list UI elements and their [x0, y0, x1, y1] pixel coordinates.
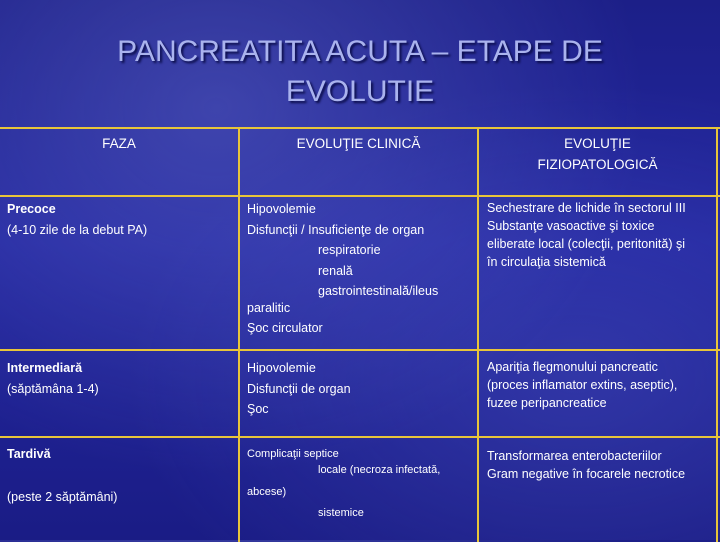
- clinica-line: Hipovolemie: [247, 361, 316, 375]
- fiziopat-precoce: [487, 199, 686, 271]
- fiziopat-line: eliberate local (colecţii, peritonită) şi: [487, 237, 686, 251]
- header-line-2: FIZIOPATOLOGICĂ: [537, 157, 658, 172]
- title-line-2: EVOLUTIE: [285, 75, 435, 108]
- fiziopat-line: Apariţia flegmonului pancreatic: [487, 360, 658, 374]
- fiziopat-tardiva: [487, 447, 685, 483]
- row-divider: [0, 436, 720, 438]
- faza-name: Intermediară: [7, 361, 83, 375]
- clinica-line: abcese): [247, 486, 287, 498]
- faza-intermediara: [7, 358, 99, 399]
- column-divider: [477, 129, 479, 542]
- clinica-precoce: [247, 199, 438, 339]
- clinica-line: gastrointestinală/ileus: [318, 284, 439, 298]
- clinica-line: Complicaţii septice: [247, 448, 339, 460]
- fiziopat-line: fuzee peripancreatice: [487, 396, 607, 410]
- clinica-line: Şoc circulator: [247, 321, 323, 335]
- header-faza: FAZA: [102, 136, 136, 151]
- column-divider: [716, 129, 718, 542]
- column-divider: [238, 129, 240, 542]
- header-line-1: EVOLUŢIE: [564, 136, 631, 151]
- fiziopat-line: în circulaţia sistemică: [487, 255, 606, 269]
- clinica-line: locale (necroza infectată,: [318, 464, 441, 476]
- faza-period: (4-10 zile de la debut PA): [7, 222, 148, 237]
- faza-period: (săptămâna 1-4): [7, 381, 99, 396]
- faza-period: (peste 2 săptămâni): [7, 489, 118, 504]
- clinica-line: Disfuncţii de organ: [247, 381, 351, 396]
- title-line-1: PANCREATITA ACUTA – ETAPE DE: [117, 35, 603, 68]
- faza-name: Precoce: [7, 202, 56, 216]
- fiziopat-intermediara: [487, 358, 677, 412]
- fiziopat-line: Transformarea enterobacteriilor: [487, 449, 662, 463]
- clinica-line: Disfuncţii / Insuficienţe de organ: [247, 222, 425, 237]
- clinica-intermediara: [247, 358, 351, 420]
- header-evolutie-clinica: EVOLUŢIE CLINICĂ: [296, 136, 421, 151]
- clinica-tardiva: [247, 443, 440, 524]
- evolution-table: [0, 127, 720, 542]
- faza-tardiva: [7, 444, 117, 507]
- fiziopat-line: (proces inflamator extins, aseptic),: [487, 378, 678, 392]
- clinica-line: respiratorie: [318, 243, 381, 257]
- clinica-line: sistemice: [318, 507, 364, 519]
- clinica-line: paralitic: [247, 300, 291, 315]
- clinica-line: renală: [318, 263, 353, 278]
- clinica-line: Şoc: [247, 402, 269, 416]
- page-title: [0, 32, 720, 112]
- clinica-line: Hipovolemie: [247, 202, 316, 216]
- fiziopat-line: Gram negative în focarele necrotice: [487, 467, 686, 481]
- faza-precoce: [7, 199, 147, 240]
- fiziopat-line: Substanţe vasoactive şi toxice: [487, 219, 655, 233]
- header-evolutie-fiziopatologica: [479, 133, 716, 175]
- row-divider: [0, 349, 720, 351]
- faza-name: Tardivă: [7, 447, 51, 461]
- fiziopat-line: Sechestrare de lichide în sectorul III: [487, 201, 686, 215]
- row-divider: [0, 195, 720, 197]
